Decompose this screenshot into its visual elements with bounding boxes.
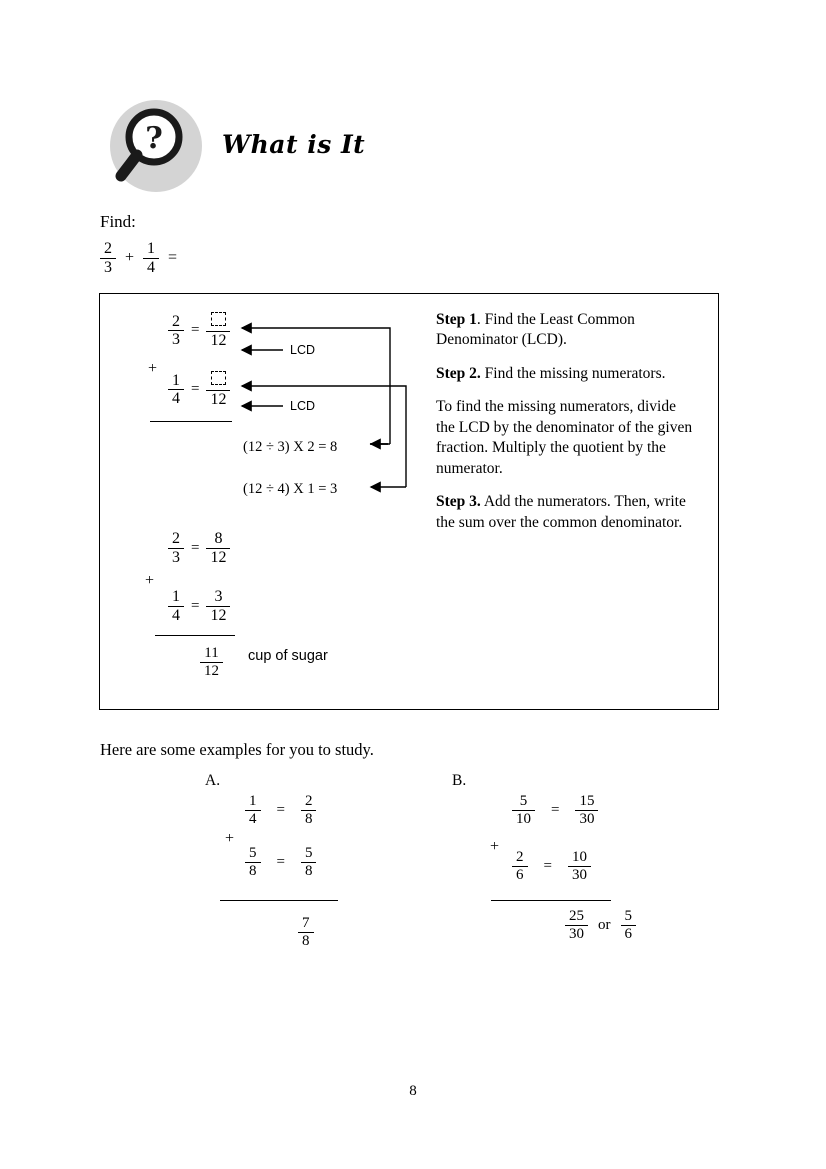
step-2: Step 2. Find the missing numerators. <box>436 364 666 382</box>
work-fraction-2: $\frac{1}{4}$ <box>168 372 184 409</box>
svg-text:?: ? <box>145 121 163 156</box>
example-a-fraction-1: $\frac{1}{4}$ <box>245 793 261 828</box>
plus-operator: + <box>125 249 135 267</box>
work-target-fraction-1: 12 <box>206 312 230 350</box>
example-b-result-1: $\frac{15}{30}$ <box>575 793 598 828</box>
step-3: Step 3. Add the numerators. Then, write the sum over the common denominator. <box>436 493 686 531</box>
example-b-or: or <box>598 916 611 933</box>
example-b-result-2: $\frac{10}{30}$ <box>568 849 591 884</box>
missing-numerator-box-2 <box>211 371 226 385</box>
equals-sign: = <box>168 249 178 267</box>
example-b-sum-alt: $\frac{5}{6}$ <box>621 908 637 943</box>
steps-list <box>436 310 698 546</box>
work-row-1 <box>168 312 230 350</box>
example-a-result-2: $\frac{5}{8}$ <box>301 845 317 880</box>
solved-row-1 <box>168 530 230 567</box>
example-a-sum-rule <box>220 900 338 901</box>
work-plus-sign: + <box>148 360 158 377</box>
find-expression <box>100 240 177 277</box>
magnifier-question-icon <box>110 100 202 192</box>
example-a-row-1 <box>245 793 316 828</box>
example-a-sum: $\frac{7}{8}$ <box>298 915 314 950</box>
solved-sum-fraction: $\frac{11}{12}$ <box>200 645 223 680</box>
unit-label: cup of sugar <box>248 648 328 664</box>
calculation-line-2: (12 ÷ 4) X 1 = 3 <box>243 481 338 497</box>
example-a-result-1: $\frac{2}{8}$ <box>301 793 317 828</box>
fraction-two-thirds: $\frac{2}{3}$ <box>100 240 116 277</box>
example-b-sum: $\frac{25}{30}$ <box>565 908 588 943</box>
page-title: What is It <box>222 130 366 159</box>
example-a-row-2 <box>245 845 316 880</box>
example-b-row-1 <box>512 793 598 828</box>
page-header <box>100 100 720 196</box>
example-b-equals-2: = <box>543 857 552 874</box>
examples-intro: Here are some examples for you to study. <box>100 740 374 759</box>
solved-sum-rule <box>155 635 235 636</box>
fraction-one-fourth: $\frac{1}{4}$ <box>143 240 159 277</box>
solved-fraction-2: $\frac{1}{4}$ <box>168 588 184 625</box>
example-b-equals-1: = <box>551 801 560 818</box>
solved-row-2 <box>168 588 230 625</box>
work-equals-2: = <box>191 381 200 398</box>
lcd-tag-1: LCD <box>290 343 316 357</box>
page-number: 8 <box>409 1083 417 1099</box>
solved-plus-sign: + <box>145 572 155 589</box>
work-row-2 <box>168 371 230 409</box>
example-b-label: B. <box>452 772 467 789</box>
work-sum-rule <box>150 421 232 422</box>
example-a-label: A. <box>205 772 221 789</box>
step-1: Step 1. Find the Least Common Denominator (LCD). <box>436 311 635 349</box>
example-b-sum-rule <box>491 900 611 901</box>
step-2-detail: To find the missing numerators, divide the LCD by the denominator of the given fraction. Multiply the quotient by the numerator. <box>436 398 693 477</box>
work-fraction-1: $\frac{2}{3}$ <box>168 313 184 350</box>
work-equals-1: = <box>191 322 200 339</box>
example-a-plus: + <box>225 830 235 847</box>
example-b-sum-row <box>565 908 636 943</box>
example-a-fraction-2: $\frac{5}{8}$ <box>245 845 261 880</box>
solved-equals-1: = <box>191 539 200 556</box>
example-b-plus: + <box>490 838 500 855</box>
work-target-fraction-2: 12 <box>206 371 230 409</box>
calculation-line-1: (12 ÷ 3) X 2 = 8 <box>243 439 338 455</box>
example-a-equals-1: = <box>276 801 285 818</box>
missing-numerator-box-1 <box>211 312 226 326</box>
example-b-row-2 <box>512 849 591 884</box>
solved-equals-2: = <box>191 597 200 614</box>
find-label: Find: <box>100 212 136 231</box>
solved-result-fraction-1: $\frac{8}{12}$ <box>206 530 230 567</box>
solved-result-fraction-2: $\frac{3}{12}$ <box>206 588 230 625</box>
example-b-fraction-1: $\frac{5}{10}$ <box>512 793 535 828</box>
lcd-tag-2: LCD <box>290 399 316 413</box>
solved-fraction-1: $\frac{2}{3}$ <box>168 530 184 567</box>
example-a-equals-2: = <box>276 853 285 870</box>
example-b-fraction-2: $\frac{2}{6}$ <box>512 849 528 884</box>
